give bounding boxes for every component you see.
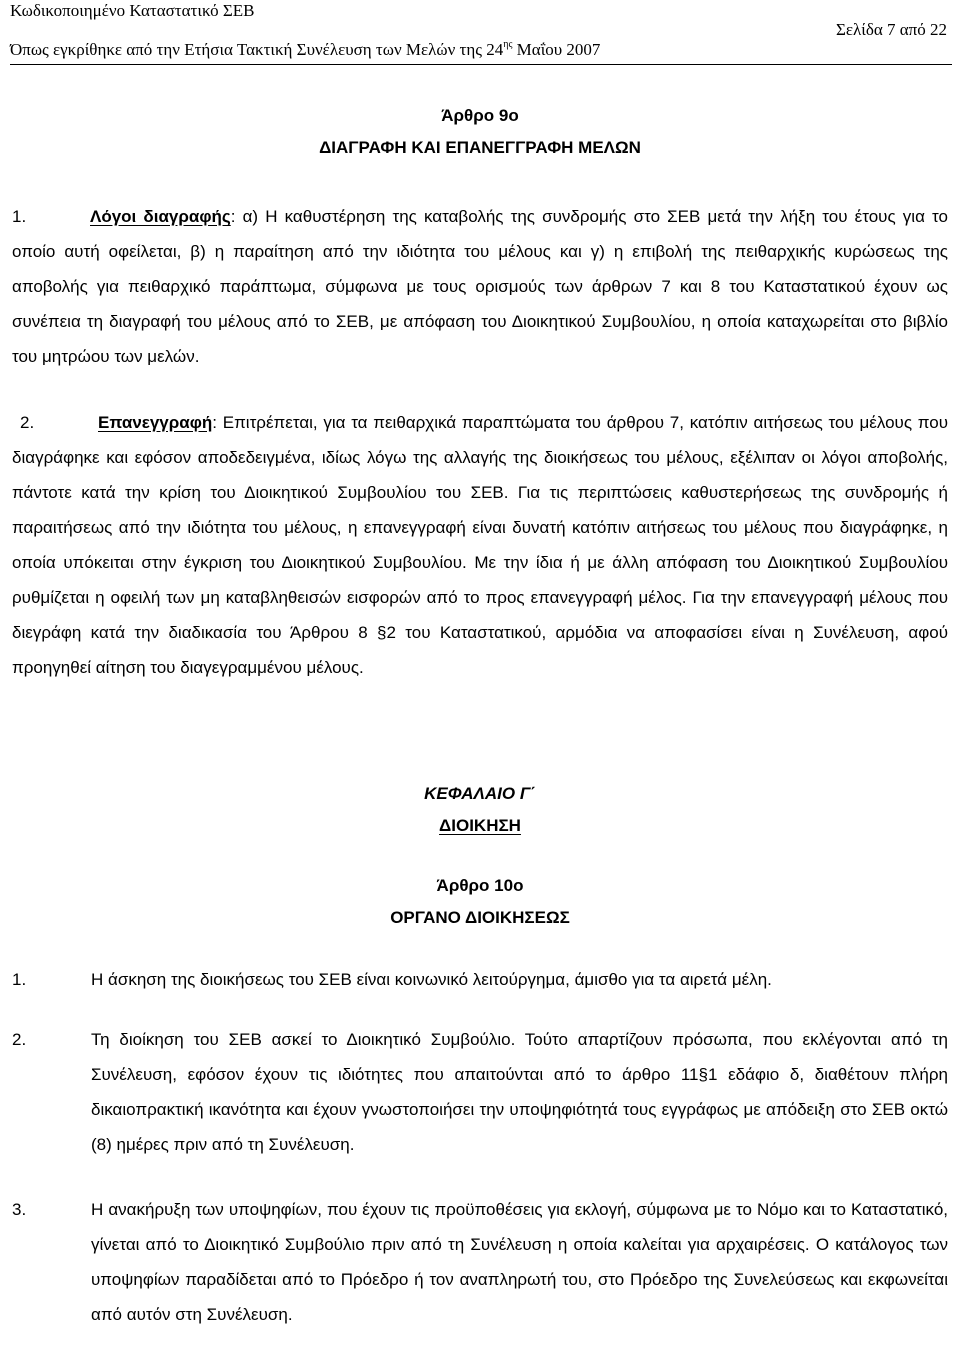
chapter-title: ΚΕΦΑΛΑΙΟ Γ΄ xyxy=(424,784,536,803)
article-9-subtitle: ΔΙΑΓΡΑΦΗ ΚΑΙ ΕΠΑΝΕΓΓΡΑΦΗ ΜΕΛΩΝ xyxy=(319,138,641,157)
chapter-subtitle: ΔΙΟΙΚΗΣΗ xyxy=(439,816,521,835)
article-10-item-2-number: 2. xyxy=(12,1030,27,1049)
article-10-item-1-number: 1. xyxy=(12,970,27,989)
page-number: Σελίδα 7 από 22 xyxy=(835,20,947,39)
item-text: : α) Η καθυστέρηση της καταβολής της συνδρομής στο ΣΕΒ μετά την λήξη του έτους για το οποίο αυτή οφείλεται, β) η παραίτηση από την ιδιότητα του μέλους και γ) η επιβολή της πειθαρχικής κυρώσεως της αποβολής για πειθαρχικό παράπτωμα, σύμφωνα με τους ορισμούς των άρθρων 7 και 8 του Καταστατικού έχουν ως συνέπεια τη διαγραφή του μέλους από το ΣΕΒ, με απόφαση του Διοικητικού Συμβουλίου, η οποία καταχωρείται στο βιβλίο του μητρώου των μελών. xyxy=(12,207,948,366)
article-10-item-2-text: Τη διοίκηση του ΣΕΒ ασκεί το Διοικητικό Συμβούλιο. Τούτο απαρτίζουν πρόσωπα, που εκλέγονται από τη Συνέλευση, εφόσον έχουν τις ιδιότητες που απαιτούνται από το άρθρο 11§1 εδάφιο δ, διαθέτουν πλήρη δικαιοπρακτική ικανότητα και έχουν γνωστοποιήσει την υποψηφιότητά τους εγγράφως με απόδειξη στο ΣΕΒ οκτώ (8) ημέρες πριν από τη Συνέλευση. xyxy=(91,1030,948,1154)
approval-note xyxy=(10,40,600,60)
item-label: Λόγοι διαγραφής xyxy=(90,207,231,226)
article-10-subtitle: ΟΡΓΑΝΟ ΔΙΟΙΚΗΣΕΩΣ xyxy=(390,908,570,927)
approval-superscript: ης xyxy=(503,39,513,50)
item-label: Επανεγγραφή xyxy=(98,413,213,432)
article-10-item-1-text: Η άσκηση της διοικήσεως του ΣΕΒ είναι κοινωνικό λειτούργημα, άμισθο για τα αιρετά μέλη. xyxy=(91,970,772,989)
page-header xyxy=(10,0,950,66)
item-text: : Επιτρέπεται, για τα πειθαρχικά παραπτώματα του άρθρου 7, κατόπιν αιτήσεως του μέλους που διαγράφηκε και εφόσον αποδεδειγμένα, ιδίως λόγω της αλλαγής της διοικήσεως του μέλους, εξέλιπαν οι λόγοι αποβολής, πάντοτε κατά την κρίση του Διοικητικού Συμβουλίου του ΣΕΒ. Για τις περιπτώσεις καθυστερήσεως της συνδρομής ή παραιτήσεως από την ιδιότητα του μέλους, η επανεγγραφή είναι δυνατή κατόπιν αιτήσεως του μέλους που διαγράφηκε, η οποία υπόκειται στην έγκριση του Διοικητικού Συμβουλίου. Με την ίδια ή με άλλη απόφαση του Διοικητικού Συμβουλίου ρυθμίζεται η οφειλή των μη καταβληθεισών εισφορών από το προς επανεγγραφή μέλος. Για την επανεγγραφή μέλους που διεγράφη κατά την διαδικασία του Άρθρου 8 §2 του Καταστατικού, αρμόδια να αποφασίσει είναι η Συνέλευση, αφού προηγηθεί αίτηση του διαγεγραμμένου μέλους. xyxy=(12,413,948,677)
article-9-title: Άρθρο 9ο xyxy=(441,106,519,125)
item-number: 2. xyxy=(20,413,35,432)
header-divider xyxy=(10,64,952,65)
article-10-item-3-number: 3. xyxy=(12,1200,27,1219)
approval-prefix: Όπως εγκρίθηκε από την Ετήσια Τακτική Συνέλευση των Μελών της 24 xyxy=(10,40,504,59)
article-10-item-3-text: Η ανακήρυξη των υποψηφίων, που έχουν τις προϋποθέσεις για εκλογή, σύμφωνα με το Νόμο και το Καταστατικό, γίνεται από το Διοικητικό Συμβούλιο πριν από τη Συνέλευση η οποία καλείται για αρχαιρέσεις. Ο κατάλογος των υποψηφίων παραδίδεται από το Πρόεδρο ή τον αναπληρωτή του, στο Πρόεδρο της Συνελεύσεως και εκφωνείται από αυτόν στη Συνέλευση. xyxy=(91,1200,948,1324)
document-title: Κωδικοποιημένο Καταστατικό ΣΕΒ xyxy=(10,1,255,20)
approval-suffix: Μαΐου 2007 xyxy=(512,40,601,59)
item-number: 1. xyxy=(12,207,27,226)
article-10-title: Άρθρο 10ο xyxy=(436,876,524,895)
article-9-item-2 xyxy=(12,405,948,685)
article-9-item-1 xyxy=(12,199,948,374)
